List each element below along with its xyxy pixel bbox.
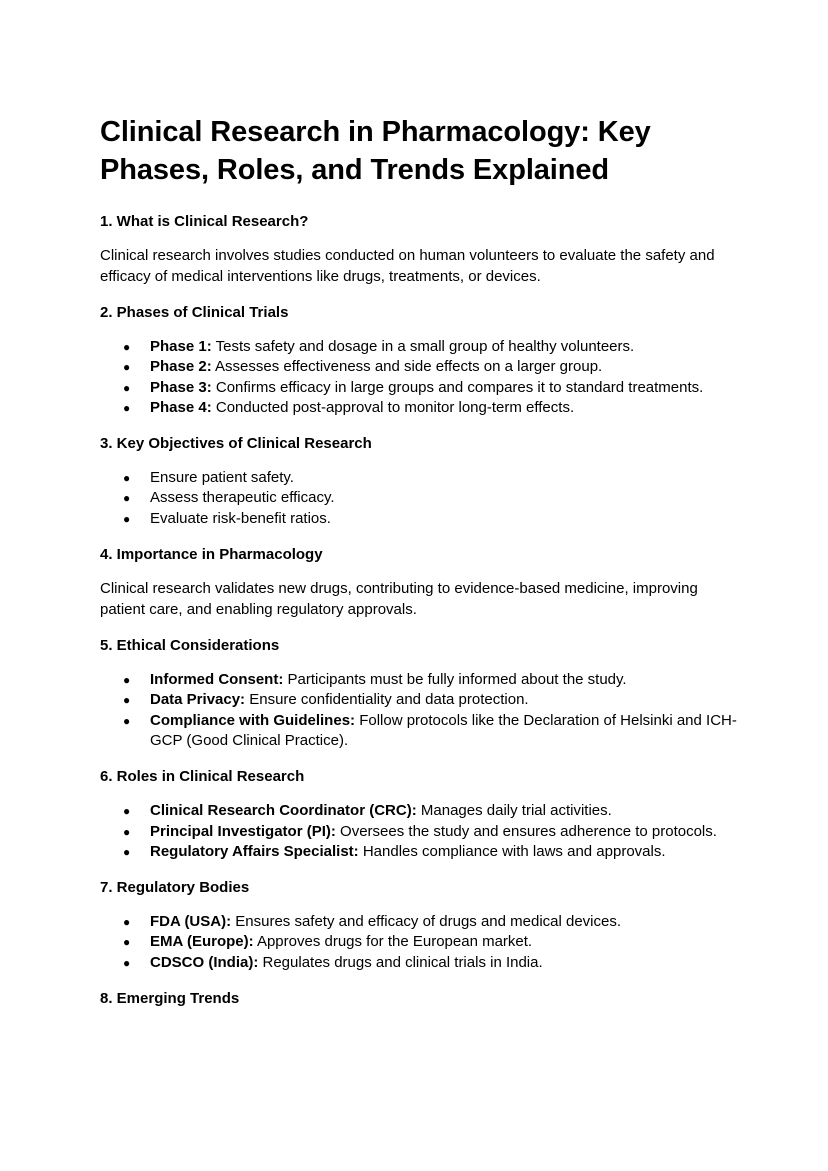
section-heading: 2. Phases of Clinical Trials — [100, 304, 289, 321]
list-item — [100, 711, 740, 752]
list-item-text: Participants must be fully informed about the study. — [283, 671, 627, 689]
section-heading: 7. Regulatory Bodies — [100, 879, 250, 897]
list-item-text: Manages daily trial activities. — [416, 802, 612, 820]
section-paragraph: Clinical research involves studies conducted on human volunteers to evaluate the safety and efficacy of medical interventions like drugs, treatments, or devices. — [100, 247, 715, 285]
list-item — [100, 953, 740, 973]
section-heading: 3. Key Objectives of Clinical Research — [100, 435, 372, 453]
document-page — [100, 113, 740, 1023]
bullet-icon: ● — [123, 471, 131, 486]
list-item-term: Phase 2: — [150, 358, 212, 376]
bullet-icon: ● — [123, 844, 131, 859]
bullet-icon: ● — [123, 935, 131, 950]
list-item — [100, 398, 740, 418]
bullet-list — [100, 337, 740, 418]
bullet-icon: ● — [123, 360, 131, 375]
list-item — [100, 842, 740, 862]
bullet-icon: ● — [123, 380, 131, 395]
section-heading: 8. Emerging Trends — [100, 990, 240, 1008]
list-item-text: Evaluate risk-benefit ratios. — [150, 509, 331, 527]
list-item — [100, 822, 740, 842]
section-heading: 1. What is Clinical Research? — [100, 213, 309, 230]
list-item-term: Informed Consent: — [150, 671, 284, 689]
list-item-term: FDA (USA): — [150, 913, 232, 931]
list-item-text: Confirms efficacy in large groups and compares it to standard treatments. — [211, 378, 704, 396]
section-heading: 5. Ethical Considerations — [100, 637, 280, 655]
list-item-text: Assess therapeutic efficacy. — [150, 489, 335, 507]
bullet-icon: ● — [123, 400, 131, 415]
list-item-term: EMA (Europe): — [150, 933, 254, 951]
bullet-list — [100, 912, 740, 973]
bullet-icon: ● — [123, 511, 131, 526]
bullet-icon: ● — [123, 340, 131, 354]
bullet-icon: ● — [123, 673, 131, 688]
list-item — [100, 378, 740, 398]
bullet-icon: ● — [123, 693, 131, 708]
list-item-text: Ensures safety and efficacy of drugs and medical devices. — [231, 913, 622, 931]
list-item-text: Tests safety and dosage in a small group of healthy volunteers. — [211, 338, 635, 355]
list-item-text: Ensure patient safety. — [150, 469, 294, 487]
bullet-icon: ● — [123, 804, 131, 819]
list-item-term: Compliance with Guidelines: — [150, 711, 356, 729]
list-item — [100, 801, 740, 821]
list-item-term: Principal Investigator (PI): — [150, 822, 336, 840]
list-item — [100, 912, 740, 932]
list-item — [100, 488, 740, 508]
list-item-text: Assesses effectiveness and side effects on a larger group. — [211, 358, 603, 376]
list-item-term: Phase 4: — [150, 398, 212, 416]
bullet-icon: ● — [123, 955, 131, 970]
list-item — [100, 509, 740, 529]
bullet-list — [100, 468, 740, 529]
list-item-term: Regulatory Affairs Specialist: — [150, 842, 359, 860]
list-item-text: Approves drugs for the European market. — [253, 933, 533, 951]
list-item — [100, 337, 740, 357]
bullet-icon: ● — [123, 491, 131, 506]
list-item-term: CDSCO (India): — [150, 953, 259, 971]
bullet-list — [100, 801, 740, 862]
list-item-term: Phase 1: — [150, 338, 212, 355]
list-item-text: Handles compliance with laws and approvals. — [358, 842, 666, 860]
bullet-list — [100, 670, 740, 751]
list-item-text: Follow protocols like the Declaration of Helsinki and ICH-GCP (Good Clinical Practice). — [150, 711, 737, 749]
list-item-text: Regulates drugs and clinical trials in India. — [258, 953, 543, 971]
list-item — [100, 468, 740, 488]
list-item-text: Conducted post-approval to monitor long-term effects. — [211, 398, 575, 416]
list-item-term: Data Privacy: — [150, 691, 246, 709]
list-item-text: Oversees the study and ensures adherence to protocols. — [335, 822, 717, 840]
list-item — [100, 670, 740, 690]
section-heading: 6. Roles in Clinical Research — [100, 768, 305, 786]
list-item-term: Clinical Research Coordinator (CRC): — [150, 802, 417, 820]
list-item — [100, 690, 740, 710]
list-item-text: Ensure confidentiality and data protection. — [245, 691, 529, 709]
bullet-icon: ● — [123, 915, 131, 930]
list-item — [100, 357, 740, 377]
list-item — [100, 932, 740, 952]
section-paragraph: Clinical research validates new drugs, contributing to evidence-based medicine, improving patient care, and enabling regulatory approvals. — [100, 580, 698, 618]
section-heading: 4. Importance in Pharmacology — [100, 546, 323, 564]
list-item-term: Phase 3: — [150, 378, 212, 396]
document-title: Clinical Research in Pharmacology: Key Phases, Roles, and Trends Explained — [100, 116, 651, 186]
bullet-icon: ● — [123, 824, 131, 839]
bullet-icon: ● — [123, 713, 131, 728]
